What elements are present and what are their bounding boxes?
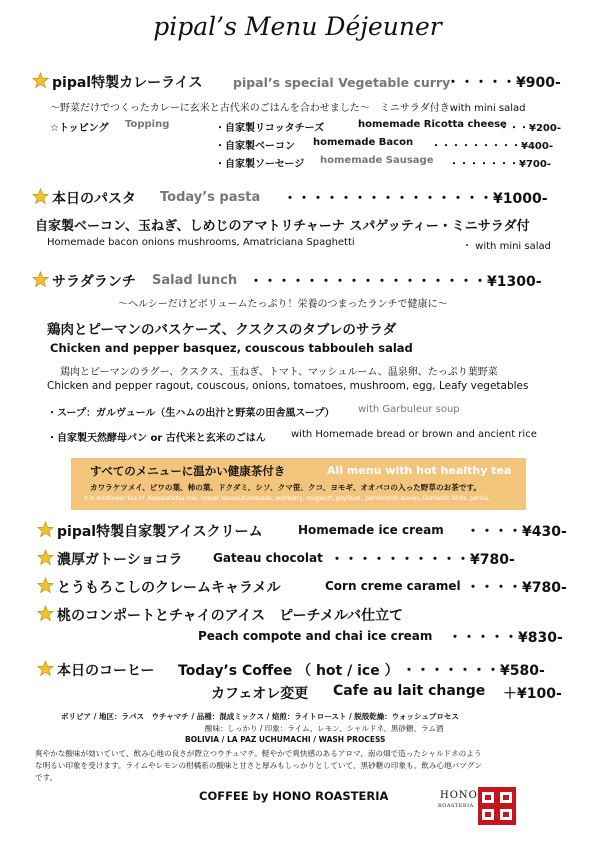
pasta-name-jp: 本日のパスタ — [52, 191, 136, 207]
salad-ingredients-jp: 鶏肉とピーマンのラグー、クスクス、玉ねぎ、トマト、マッシュルーム、温泉卵、たっぷり葉野菜 — [60, 367, 498, 378]
coffee-price: ・・・・・・・¥580- — [402, 663, 545, 679]
pasta-dish-jp: 自家製ベーコン、玉ねぎ、しめじのアマトリチャーナ スパゲッティー・ミニサラダ付 — [35, 219, 530, 234]
coffee-note-line2: な明るい印象を受けます。ライムやレモンの柑橘系の酸味と甘さと厚みもしっかりとしていて、黒砂糖の印象も。飲み心地バツグン — [35, 761, 482, 770]
pasta-heading — [32, 188, 136, 208]
dessert-jp: とうもろこしのクレームキャラメル — [57, 580, 281, 596]
curry-name-jp: pipal特製カレーライス — [52, 75, 203, 91]
coffee-note-line3: です。 — [35, 773, 58, 782]
coffee-change-en: Cafe au lait change — [333, 683, 486, 699]
star-icon — [37, 521, 54, 538]
logo-text: HONO — [440, 790, 478, 801]
dessert-jp: pipal特製自家製アイスクリーム — [57, 524, 263, 540]
pasta-dish-en: Homemade bacon onions mushrooms, Amatriciana Spaghetti — [47, 237, 355, 248]
salad-heading — [32, 271, 136, 291]
pasta-salad-note: ・ with mini salad — [462, 241, 551, 252]
topping-sausage-price: ・・・・・・・¥700- — [449, 159, 551, 170]
pasta-name-en: Today’s pasta — [160, 190, 261, 205]
topping-sausage-en: homemade Sausage — [320, 155, 434, 166]
star-icon — [37, 549, 54, 566]
star-icon — [37, 577, 54, 594]
tea-title-jp: すべてのメニューに温かい健康茶付き — [90, 464, 286, 478]
topping-ricotta-jp: ・自家製リコッタチーズ — [215, 123, 325, 134]
dessert-item — [37, 549, 182, 569]
topping-sausage-jp: ・自家製ソーセージ — [215, 159, 305, 170]
salad-bread-en: with Homemade bread or brown and ancient rice — [291, 429, 537, 440]
dessert-en: Homemade ice cream — [298, 523, 444, 537]
coffee-name-en: Today’s Coffee （ hot / ice ） — [178, 663, 399, 679]
star-icon — [32, 188, 49, 205]
salad-tagline: 〜ヘルシーだけどボリュームたっぷり！栄養のつまったランチで健康に〜 — [118, 299, 448, 310]
coffee-credit: COFFEE by HONO ROASTERIA — [199, 789, 389, 803]
salad-ingredients-en: Chicken and pepper ragout, couscous, onions, tomatoes, mushroom, egg, Leafy vegetables — [47, 380, 529, 392]
coffee-origin-en: BOLIVIA / LA PAZ UCHUMACHI / WASH PROCESS — [185, 735, 386, 744]
topping-ricotta-en: homemade Ricotta cheese — [358, 119, 507, 130]
dessert-jp: 濃厚ガトーショコラ — [57, 552, 183, 568]
pasta-price: ・・・・・・・・・・・・・・・¥1000- — [283, 191, 548, 207]
coffee-note-line1: 爽やかな酸味が効いていて、飲み心地の良さが際立つウチュマチ。軽やかで爽快感のあるアロマ、南の畑で造ったシャルドネのよう — [35, 749, 482, 758]
tea-ingredients-en: It is wildflower tea of ,Kawaratetsu mei, loquat leaves,Kumasada, wolfberry, mugwort, psyllium,, persimmon leaves, Domestic birds, perilla, — [84, 496, 490, 502]
topping-label-en: Topping — [125, 119, 170, 130]
star-icon — [37, 660, 54, 677]
dessert-item — [37, 605, 403, 625]
page-title: pipal’s Menu Déjeuner — [153, 12, 442, 41]
dessert-price: ・・・・¥780- — [466, 580, 567, 596]
tea-ingredients-jp: カワラケツメイ、ビワの葉、柿の葉、ドクダミ、シソ、クマ笹、クコ、ヨモギ、オオバコの入った野草のお茶です。 — [90, 483, 481, 492]
coffee-change-jp: カフェオレ変更 — [211, 686, 309, 702]
salad-price: ・・・・・・・・・・・・・・・・・¥1300- — [249, 274, 542, 290]
curry-name-en: pipal’s special Vegetable curry — [233, 75, 451, 90]
coffee-change-price: ＋¥100- — [503, 686, 562, 702]
dessert-price: ・・・・・・・・・・¥780- — [330, 552, 515, 568]
coffee-acidity-jp: 酸味：しっかり / 印象：ライム、レモン、シャルドネ、黒砂糖、ラム酒 — [205, 724, 444, 733]
dessert-item — [37, 521, 263, 541]
dessert-jp: 桃のコンポートとチャイのアイス ピーチメルバ仕立て — [57, 608, 404, 624]
coffee-name-jp: 本日のコーヒー — [57, 663, 155, 679]
topping-bacon-en: homemade Bacon — [313, 137, 414, 148]
salad-name-jp: サラダランチ — [52, 274, 136, 290]
topping-ricotta-price: ・・・¥200- — [499, 123, 561, 134]
topping-label-jp: ☆トッピング — [50, 123, 109, 134]
dessert-en: Peach compote and chai ice cream — [198, 629, 433, 643]
dessert-price: ・・・・・¥830- — [448, 630, 563, 646]
salad-dish-en: Chicken and pepper basquez, couscous tabbouleh salad — [50, 341, 413, 355]
dessert-en: Corn creme caramel — [325, 579, 461, 593]
star-icon — [37, 605, 54, 622]
dessert-item — [37, 577, 281, 597]
dessert-price: ・・・・¥430- — [466, 524, 567, 540]
star-icon — [32, 271, 49, 288]
salad-bread-jp: ・自家製天然酵母パン or 古代米と玄米のごはん — [47, 433, 266, 444]
logo-subtext: ROASTERIA — [438, 803, 474, 809]
dessert-en: Gateau chocolat — [213, 551, 323, 565]
curry-heading — [32, 72, 203, 92]
topping-bacon-price: ・・・・・・・・・¥400- — [431, 141, 553, 152]
salad-name-en: Salad lunch — [152, 273, 238, 288]
coffee-origin-jp: ボリビア / 地区：ラパス ウチャマチ / 品種：混成ミックス / 焙煎：ライトロースト / 脱殻乾燥：ウォッシュプロセス — [61, 712, 459, 721]
coffee-heading — [37, 660, 154, 680]
tea-banner — [71, 458, 526, 510]
salad-dish-jp: 鶏肉とピーマンのバスケーズ、クスクスのタブレのサラダ — [47, 322, 397, 338]
tea-title-en: All menu with hot healthy tea — [327, 464, 512, 477]
star-icon — [32, 72, 49, 89]
salad-soup-jp: ・スープ：ガルヴュール（生ハムの出汁と野菜の田舎風スープ） — [47, 408, 335, 419]
topping-bacon-jp: ・自家製ベーコン — [215, 141, 295, 152]
curry-desc: 〜野菜だけでつくったカレーに玄米と古代米のごはんを合わせました〜 ミニサラダ付きwith mini salad — [50, 103, 526, 114]
hono-logo-icon — [478, 787, 516, 825]
curry-price: ・・・・・¥900- — [446, 75, 561, 91]
salad-soup-en: with Garbuleur soup — [358, 404, 460, 415]
